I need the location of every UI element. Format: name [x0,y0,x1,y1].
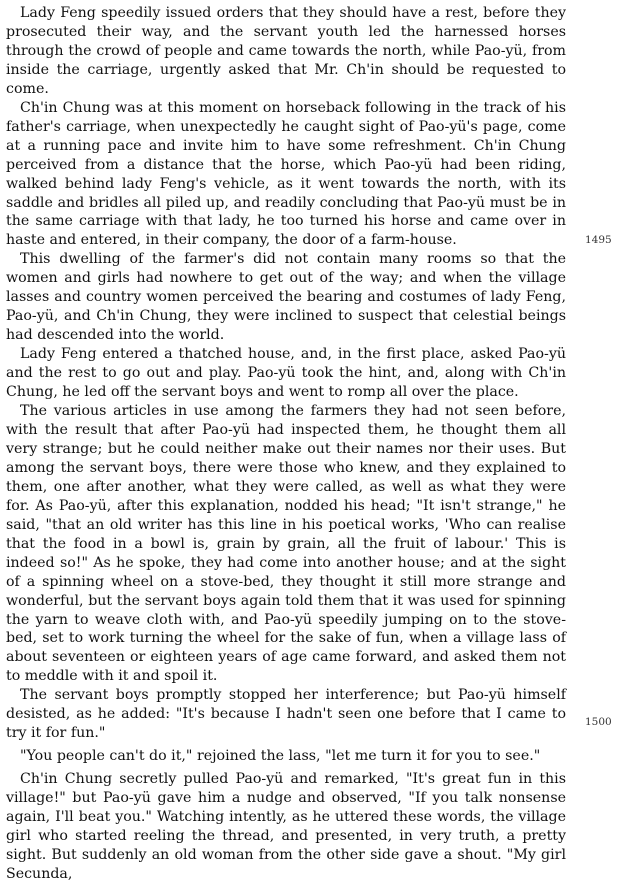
paragraph-7: "You people can't do it," rejoined the lass, "let me turn it for you to see." [20,748,541,765]
line-number-1495: 1495 [585,234,612,246]
document-body [6,4,566,884]
paragraph-4: Lady Feng entered a thatched house, and, in the first place, asked Pao-yü and the rest to go out and play. Pao-yü took the hint, and, along with Ch'in Chung, he led off the servant boys and went to romp all over the place. [6,346,566,401]
paragraph-8: Ch'in Chung secretly pulled Pao-yü and remarked, "It's great fun in this village!" but Pao-yü gave him a nudge and observed, "If you talk nonsense again, I'll beat you." Watching intently, as he uttered these words, the village girl who started reeling the thread, and presented, in very truth, a pretty sight. But suddenly an old woman from the other side gave a shout. "My girl Secunda, [6,771,566,882]
paragraph-2: Ch'in Chung was at this moment on horseback following in the track of his father's carriage, when unexpectedly he caught sight of Pao-yü's page, come at a running pace and invite him to have some refreshment. Ch'in Chung perceived from a distance that the horse, which Pao-yü had been riding, walked behind lady Feng's vehicle, as it went towards the north, with its saddle and bridles all piled up, and readily concluding that Pao-yü must be in the same carriage with that lady, he too turned his horse and came over in haste and entered, in their company, the door of a farm-house. [6,99,566,249]
paragraph-6: The servant boys promptly stopped her interference; but Pao-yü himself desisted, as he added: "It's because I hadn't seen one before that I came to try it for fun." [6,687,566,742]
paragraph-5: The various articles in use among the farmers they had not seen before, with the result that after Pao-yü had inspected them, he thought them all very strange; but he could neither make out their names nor their uses. But among the servant boys, there were those who knew, and they explained to them, one after another, what they were called, as well as what they were for. As Pao-yü, after this explanation, nodded his head; "It isn't strange," he said, "that an old writer has this line in his poetical works, 'Who can realise that the food in a bowl is, grain by grain, all the fruit of labour.' This is indeed so!" As he spoke, they had come into another house; and at the sight of a spinning wheel on a stove-bed, they thought it still more strange and wonderful, but the servant boys again told them that it was used for spinning the yarn to weave cloth with, and Pao-yü speedily jumping on to the stove-bed, set to work turning the wheel for the sake of fun, when a village lass of about seventeen or eighteen years of age came forward, and asked them not to meddle with it and spoil it. [6,403,566,685]
paragraph-3: This dwelling of the farmer's did not contain many rooms so that the women and girls had nowhere to get out of the way; and when the village lasses and country women perceived the bearing and costumes of lady Feng, Pao-yü, and Ch'in Chung, they were inclined to suspect that celestial beings had descended into the world. [6,251,566,344]
line-number-1500: 1500 [585,716,612,728]
paragraph-1: Lady Feng speedily issued orders that they should have a rest, before they prosecuted their way, and the servant youth led the harnessed horses through the crowd of people and came towards the north, while Pao-yü, from inside the carriage, urgently asked that Mr. Ch'in should be requested to come. [6,5,566,97]
